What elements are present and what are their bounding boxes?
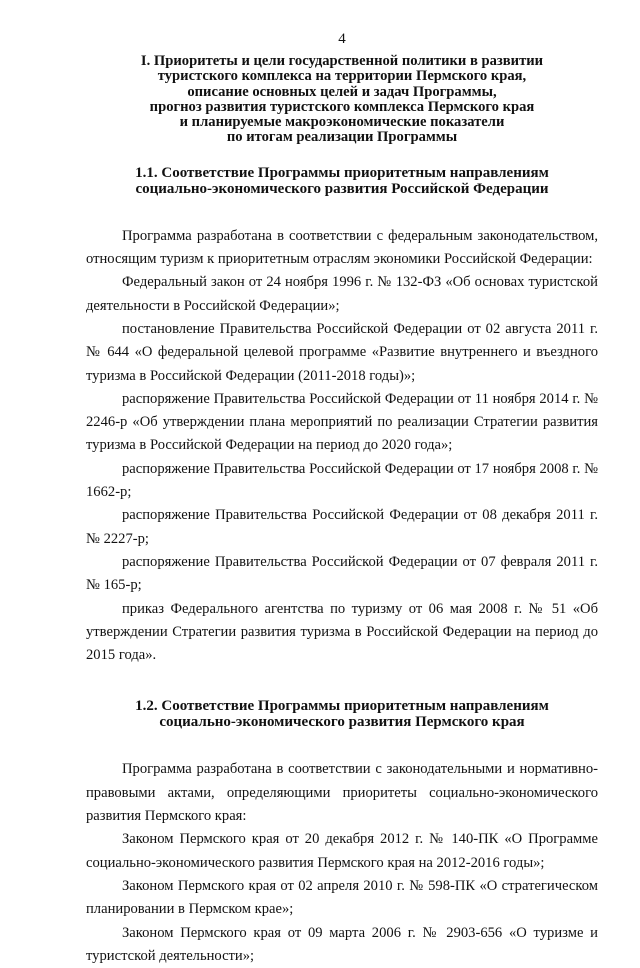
section-1-title	[86, 165, 598, 197]
section-1-paragraph: распоряжение Правительства Российской Федерации от 08 декабря 2011 г. № 2227-р;	[86, 504, 598, 551]
main-heading-line: по итогам реализации Программы	[86, 130, 598, 145]
main-heading	[86, 54, 598, 146]
section-1-paragraph: Федеральный закон от 24 ноября 1996 г. № 132-ФЗ «Об основах туристской деятельности в Российской Федерации»;	[86, 271, 598, 318]
main-heading-line: прогноз развития туристского комплекса Пермского края	[86, 100, 598, 115]
section-2-title-line: социально-экономического развития Пермского края	[86, 714, 598, 730]
section-1-paragraph: распоряжение Правительства Российской Федерации от 17 ноября 2008 г. № 1662-р;	[86, 458, 598, 505]
section-1-paragraph: постановление Правительства Российской Федерации от 02 августа 2011 г. № 644 «О федеральной целевой программе «Развитие внутреннего и въездного туризма в Российской Федерации (2011-2018 годы)»;	[86, 318, 598, 388]
section-2-title-line: 1.2. Соответствие Программы приоритетным направлениям	[86, 698, 598, 714]
section-2-paragraph: Программа разработана в соответствии с законодательными и нормативно-правовыми актами, определяющими приоритеты социально-экономического развития Пермского края:	[86, 758, 598, 828]
section-2-title	[86, 698, 598, 730]
page-number: 4	[86, 30, 598, 48]
section-2-paragraph: Законом Пермского края от 20 декабря 2012 г. № 140-ПК «О Программе социально-экономического развития Пермского края на 2012-2016 годы»;	[86, 828, 598, 875]
section-1-title-line: социально-экономического развития Российской Федерации	[86, 181, 598, 197]
section-1-paragraph: приказ Федерального агентства по туризму от 06 мая 2008 г. № 51 «Об утверждении Стратегии развития туризма в Российской Федерации на период до 2015 года».	[86, 598, 598, 668]
section-2-paragraph: Законом Пермского края от 09 марта 2006 г. № 2903-656 «О туризме и туристской деятельности»;	[86, 922, 598, 968]
section-2-paragraph: Законом Пермского края от 02 апреля 2010 г. № 598-ПК «О стратегическом планировании в Пермском крае»;	[86, 875, 598, 922]
section-2-body	[86, 758, 598, 968]
section-1-paragraph: Программа разработана в соответствии с федеральным законодательством, относящим туризм к приоритетным отраслям экономики Российской Федерации:	[86, 225, 598, 272]
main-heading-line: I. Приоритеты и цели государственной политики в развитии	[86, 54, 598, 69]
main-heading-line: описание основных целей и задач Программы,	[86, 85, 598, 100]
section-1-body	[86, 225, 598, 668]
section-1-title-line: 1.1. Соответствие Программы приоритетным направлениям	[86, 165, 598, 181]
section-1-paragraph: распоряжение Правительства Российской Федерации от 11 ноября 2014 г. № 2246-р «Об утверждении плана мероприятий по реализации Стратегии развития туризма в Российской Федерации на период до 2020 года»;	[86, 388, 598, 458]
section-1-paragraph: распоряжение Правительства Российской Федерации от 07 февраля 2011 г. № 165-р;	[86, 551, 598, 598]
main-heading-line: и планируемые макроэкономические показатели	[86, 115, 598, 130]
main-heading-line: туристского комплекса на территории Пермского края,	[86, 69, 598, 84]
